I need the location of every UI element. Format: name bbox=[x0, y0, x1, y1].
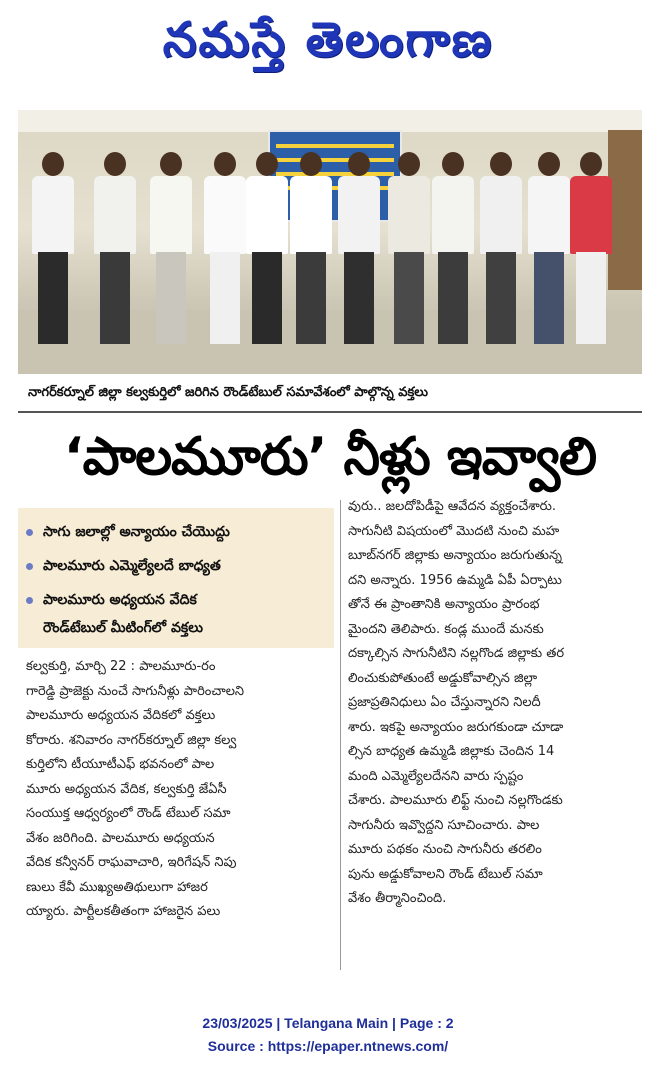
article-line: లించుకుపోతుంటే అడ్డుకోవాల్సిన జిల్లా bbox=[348, 670, 538, 686]
edition-info: 23/03/2025 | Telangana Main | Page : 2 bbox=[202, 1015, 454, 1031]
article-line: మూరు పథకం నుంచి సాగునీరు తరలిం bbox=[348, 842, 542, 857]
article-line: వేశం తీర్మానించింది. bbox=[348, 891, 447, 906]
article-line: మైందని తెలిపారు. కండ్ల ముందే మనకు bbox=[348, 621, 544, 637]
group-photo bbox=[18, 110, 642, 374]
article-line: పును అడ్డుకోవాలని రౌండ్ టేబుల్ సమా bbox=[348, 866, 543, 882]
article-line: య్యారు. పార్టీలకతీతంగా హాజరైన పలు bbox=[26, 904, 221, 919]
article-line: ప్రజాప్రతినిధులు ఏం చేస్తున్నారని నిలదీ bbox=[348, 695, 541, 710]
article-line: తోనే ఈ ప్రాంతానికి అన్యాయం ప్రారంభ bbox=[348, 597, 540, 612]
article-line: సంయుక్త ఆధ్వర్యంలో రౌండ్ టేబుల్ సమా bbox=[26, 806, 231, 821]
article-line: కల్వకుర్తి, మార్చి 22 : పాలమూరు-రం bbox=[26, 659, 216, 674]
article-line: దని అన్నారు. 1956 ఉమ్మడి ఏపీ ఏర్పాటు bbox=[348, 572, 562, 588]
article-line: వురు.. జలదోపిడీపై ఆవేదన వ్యక్తంచేశారు. bbox=[348, 499, 557, 514]
article-line: గారెడ్డి ప్రాజెక్టు నుంచే సాగునీళ్లు పారించాలని bbox=[26, 683, 245, 699]
article-line: పాలమూరు అధ్యయన వేదికలో వక్తలు bbox=[26, 708, 216, 723]
article-column-right bbox=[348, 495, 642, 912]
article-line: కుర్తిలోని టీయూటీఎఫ్ భవనంలో పాల bbox=[26, 757, 215, 772]
article-line: మంది ఎమ్మెల్యేలదేనని వారు స్పష్టం bbox=[348, 768, 524, 784]
masthead-title: నమస్తే తెలంగాణ bbox=[162, 12, 494, 68]
article-line: చేశారు. పాలమూరు లిఫ్ట్ నుంచి నల్లగొండకు bbox=[348, 793, 563, 808]
photo-caption: నాగర్‌కర్నూల్ జిల్లా కల్వకుర్తిలో జరిగిన రౌండ్‌టేబుల్ సమావేశంలో పాల్గొన్న వక్తలు bbox=[28, 385, 429, 400]
highlight-item-continued: రౌండ్‌టేబుల్ మీటింగ్‌లో వక్తలు bbox=[43, 620, 203, 636]
column-divider bbox=[340, 500, 341, 970]
article-line: దక్కాల్సిన సాగునీటిని నల్లగొండ జిల్లాకు తర bbox=[348, 646, 565, 661]
article-line: వేశం జరిగింది. పాలమూరు అధ్యయన bbox=[26, 830, 215, 846]
article-line: వేదిక కన్వీనర్ రాఘవాచారి, ఇరిగేషన్ నిపు bbox=[26, 855, 237, 870]
bullet-icon bbox=[26, 563, 33, 570]
caption-divider bbox=[18, 411, 642, 413]
source-link[interactable]: Source : https://epaper.ntnews.com/ bbox=[207, 1038, 449, 1054]
highlight-item: సాగు జలాల్లో అన్యాయం చేయొద్దు bbox=[26, 522, 230, 542]
headline: ‘పాలమూరు’ నీళ్లు ఇవ్వాలి bbox=[63, 427, 597, 487]
highlight-item: పాలమూరు ఎమ్మెల్యేలదే బాధ్యత bbox=[26, 556, 221, 576]
photo-banner bbox=[268, 130, 402, 222]
article-line: బూబ్‌నగర్ జిల్లాకు అన్యాయం జరుగుతున్న bbox=[348, 548, 563, 563]
photo-door bbox=[608, 130, 642, 290]
article-line: సాగునీరు ఇవ్వొద్దని సూచించారు. పాల bbox=[348, 817, 540, 833]
bullet-icon bbox=[26, 597, 33, 604]
article-line: ల్సిన బాధ్యత ఉమ్మడి జిల్లాకు చెందిన 14 bbox=[348, 744, 555, 759]
article-line: ణులు కేవీ ముఖ్యఅతిథులుగా హాజర bbox=[26, 879, 208, 895]
article-column-left bbox=[26, 655, 332, 925]
article-line: మూరు అధ్యయన వేదిక, కల్వకుర్తి జేఏసీ bbox=[26, 781, 227, 797]
article-line: శారు. ఇకపై అన్యాయం జరుగకుండా చూడా bbox=[348, 719, 564, 735]
highlights-box bbox=[18, 508, 334, 648]
bullet-icon bbox=[26, 529, 33, 536]
article-line: సాగునీటి విషయంలో మొదటి నుంచి మహ bbox=[348, 523, 560, 539]
article-line: కోరారు. శనివారం నాగర్‌కర్నూల్ జిల్లా కల్వ bbox=[26, 732, 237, 748]
photo-ceiling bbox=[18, 110, 642, 132]
highlight-item: పాలమూరు అధ్యయన వేదిక bbox=[26, 590, 197, 610]
